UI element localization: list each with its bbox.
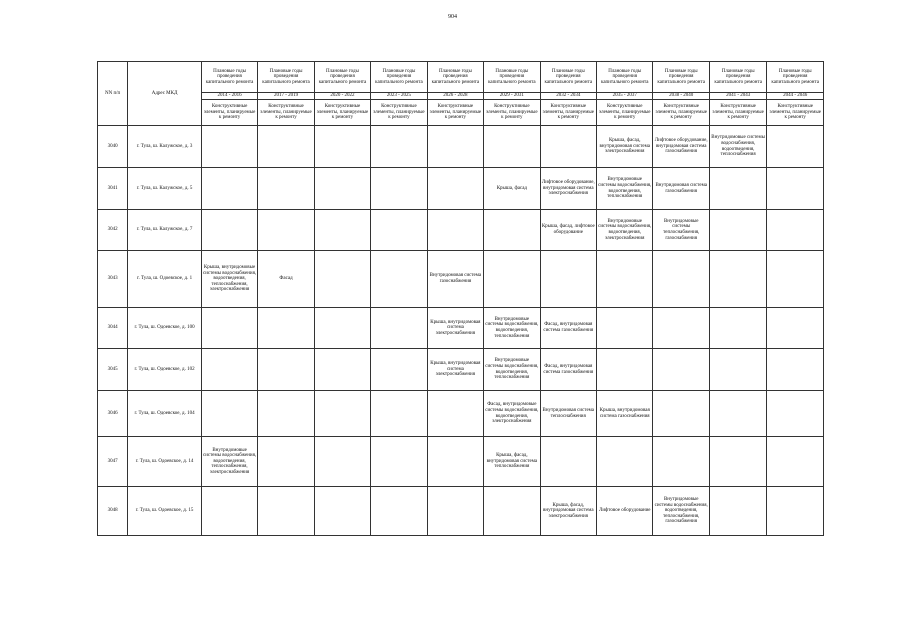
row-number: 3041: [98, 168, 128, 210]
column-header-address: Адрес МКД: [128, 62, 202, 126]
period-elements-label: Конструктивные элементы, планируемые к ремонту: [201, 100, 257, 126]
repair-cell: [709, 308, 766, 349]
repair-cell: [540, 126, 596, 168]
period-title: Плановые годы проведения капитального ремонта: [258, 62, 314, 93]
repair-cell: Лифтовое оборудование, внутридомовая система электроснабжения: [540, 168, 596, 210]
repair-cell: [371, 251, 427, 308]
row-address: г. Тула, ш. Одоевское, д. 15: [128, 487, 202, 536]
repair-cell: [767, 126, 824, 168]
column-header-num: NN п/п: [98, 62, 128, 126]
repair-cell: Внутридомовые системы водоснабжения, водоотведения, теплоснабжения: [484, 349, 540, 391]
row-address: г. Тула, ш. Одоевское, д. 100: [128, 308, 202, 349]
repair-cell: [201, 391, 257, 437]
repair-cell: [258, 487, 314, 536]
repair-cell: [201, 126, 257, 168]
repair-cell: Внутридомовые системы водоснабжения, водоотведения, теплоснабжения: [709, 126, 766, 168]
row-address: г. Тула, ш. Калужское, д. 5: [128, 168, 202, 210]
repair-cell: [258, 391, 314, 437]
repair-cell: [371, 437, 427, 487]
repair-cell: [767, 391, 824, 437]
row-number: 3045: [98, 349, 128, 391]
repair-cell: Лифтовое оборудование: [597, 487, 653, 536]
period-title: Плановые годы проведения капитального ремонта: [314, 62, 370, 93]
repair-cell: [597, 251, 653, 308]
row-number: 3046: [98, 391, 128, 437]
period-title: Плановые годы проведения капитального ремонта: [201, 62, 257, 93]
repair-cell: Крыша, внутридомовая система газоснабжения: [597, 391, 653, 437]
repair-cell: [314, 126, 370, 168]
repair-cell: [371, 168, 427, 210]
repair-cell: [427, 437, 483, 487]
repair-cell: Внутридомовые системы водоснабжения, водоотведения, теплоснабжения, газоснабжения: [653, 487, 709, 536]
row-number: 3044: [98, 308, 128, 349]
repair-cell: [597, 437, 653, 487]
repair-cell: Внутридомовые системы теплоснабжения, газоснабжения: [653, 210, 709, 251]
repair-cell: Внутридомовые системы водоснабжения, водоотведения, теплоснабжения: [597, 168, 653, 210]
period-title: Плановые годы проведения капитального ремонта: [767, 62, 824, 93]
table-row: [98, 126, 824, 168]
period-elements-label: Конструктивные элементы, планируемые к ремонту: [767, 100, 824, 126]
period-years: 2014 - 2016: [201, 93, 257, 100]
table-row: [98, 437, 824, 487]
repair-cell: Крыша, фасад: [484, 168, 540, 210]
period-years: 2035 - 2037: [597, 93, 653, 100]
period-elements-label: Конструктивные элементы, планируемые к ремонту: [484, 100, 540, 126]
row-address: г. Тула, ш. Калужское, д. 3: [128, 126, 202, 168]
row-number: 3047: [98, 437, 128, 487]
repair-cell: [709, 349, 766, 391]
table-row: [98, 251, 824, 308]
repair-cell: [484, 126, 540, 168]
repair-cell: [709, 391, 766, 437]
row-address: г. Тула, ш. Одоевское, д. 14: [128, 437, 202, 487]
repair-cell: [767, 349, 824, 391]
row-number: 3042: [98, 210, 128, 251]
repair-cell: Фасад, внутридомовая система газоснабжения: [540, 349, 596, 391]
repair-cell: Лифтовое оборудование, внутридомовая система газоснабжения: [653, 126, 709, 168]
repair-cell: [484, 210, 540, 251]
repair-cell: [653, 251, 709, 308]
repair-cell: [314, 308, 370, 349]
repair-cell: [709, 487, 766, 536]
repair-cell: [653, 437, 709, 487]
row-number: 3040: [98, 126, 128, 168]
period-elements-label: Конструктивные элементы, планируемые к ремонту: [653, 100, 709, 126]
row-address: г. Тула, ш. Одоевское, д. 102: [128, 349, 202, 391]
repair-cell: Фасад, внутридомовая система газоснабжения: [540, 308, 596, 349]
repair-cell: [258, 437, 314, 487]
repair-cell: [314, 251, 370, 308]
period-elements-label: Конструктивные элементы, планируемые к ремонту: [258, 100, 314, 126]
repair-cell: [427, 168, 483, 210]
repair-cell: [258, 308, 314, 349]
table-row: [98, 168, 824, 210]
row-address: г. Тула, ш. Одоевское, д. 1: [128, 251, 202, 308]
repair-cell: [201, 487, 257, 536]
repair-schedule-table: [97, 61, 824, 536]
repair-cell: [597, 308, 653, 349]
period-title: Плановые годы проведения капитального ремонта: [597, 62, 653, 93]
repair-cell: [371, 349, 427, 391]
repair-cell: Фасад, внутридомовые системы водоснабжения, водоотведения, электроснабжения: [484, 391, 540, 437]
row-address: г. Тула, ш. Одоевское, д. 104: [128, 391, 202, 437]
repair-cell: [653, 308, 709, 349]
repair-cell: [371, 487, 427, 536]
repair-cell: [767, 251, 824, 308]
repair-cell: [427, 126, 483, 168]
period-elements-label: Конструктивные элементы, планируемые к ремонту: [597, 100, 653, 126]
table-row: [98, 487, 824, 536]
repair-cell: [201, 210, 257, 251]
period-years: 2023 - 2025: [371, 93, 427, 100]
repair-cell: [653, 391, 709, 437]
repair-cell: Крыша, внутридомовая система электроснабжения: [427, 308, 483, 349]
period-title: Плановые годы проведения капитального ремонта: [709, 62, 766, 93]
period-years: 2017 - 2019: [258, 93, 314, 100]
repair-cell: [201, 308, 257, 349]
table-header: [98, 62, 824, 126]
repair-cell: [709, 168, 766, 210]
period-years: 2041 - 2043: [709, 93, 766, 100]
repair-cell: Крыша, внутридомовые системы водоснабжения, водоотведения, теплоснабжения, электроснабжения: [201, 251, 257, 308]
repair-cell: [201, 349, 257, 391]
period-years: 2020 - 2022: [314, 93, 370, 100]
repair-cell: [314, 437, 370, 487]
repair-cell: [314, 349, 370, 391]
repair-cell: [314, 487, 370, 536]
repair-cell: Внутридомовая система газоснабжения: [427, 251, 483, 308]
repair-cell: [427, 487, 483, 536]
repair-cell: [484, 251, 540, 308]
period-elements-label: Конструктивные элементы, планируемые к ремонту: [427, 100, 483, 126]
repair-cell: Крыша, внутридомовая система электроснабжения: [427, 349, 483, 391]
repair-cell: [371, 210, 427, 251]
period-elements-label: Конструктивные элементы, планируемые к ремонту: [540, 100, 596, 126]
repair-cell: Крыша, фасад, лифтовое оборудование: [540, 210, 596, 251]
table-body: [98, 126, 824, 536]
repair-cell: [314, 210, 370, 251]
period-title: Плановые годы проведения капитального ремонта: [540, 62, 596, 93]
period-years: 2026 - 2028: [427, 93, 483, 100]
period-years: 2038 - 2040: [653, 93, 709, 100]
repair-cell: [258, 349, 314, 391]
repair-cell: [540, 437, 596, 487]
repair-cell: Внутридомовая система теплоснабжения: [540, 391, 596, 437]
table-row: [98, 391, 824, 437]
table-row: [98, 349, 824, 391]
repair-cell: [371, 308, 427, 349]
period-years: 2044 - 2046: [767, 93, 824, 100]
period-elements-label: Конструктивные элементы, планируемые к ремонту: [709, 100, 766, 126]
page-number: 904: [448, 14, 457, 20]
repair-cell: [709, 210, 766, 251]
row-number: 3048: [98, 487, 128, 536]
repair-cell: [709, 437, 766, 487]
period-elements-label: Конструктивные элементы, планируемые к ремонту: [371, 100, 427, 126]
repair-cell: [427, 391, 483, 437]
row-address: г. Тула, ш. Калужское, д. 7: [128, 210, 202, 251]
repair-cell: Крыша, фасад, внутридомовая система электроснабжения: [540, 487, 596, 536]
repair-cell: [767, 437, 824, 487]
repair-cell: [258, 168, 314, 210]
period-elements-label: Конструктивные элементы, планируемые к ремонту: [314, 100, 370, 126]
period-title: Плановые годы проведения капитального ремонта: [653, 62, 709, 93]
repair-cell: [258, 210, 314, 251]
table-row: [98, 308, 824, 349]
repair-cell: [597, 349, 653, 391]
repair-cell: [314, 391, 370, 437]
repair-cell: [314, 168, 370, 210]
repair-cell: [767, 210, 824, 251]
repair-cell: [258, 126, 314, 168]
period-title: Плановые годы проведения капитального ремонта: [427, 62, 483, 93]
period-years: 2032 - 2034: [540, 93, 596, 100]
repair-cell: Крыша, фасад, внутридомовая система электроснабжения: [597, 126, 653, 168]
repair-cell: Внутридомовые системы водоснабжения, водоотведения, теплоснабжения: [484, 308, 540, 349]
period-title: Плановые годы проведения капитального ремонта: [371, 62, 427, 93]
repair-cell: [371, 126, 427, 168]
period-years: 2029 - 2031: [484, 93, 540, 100]
repair-cell: [767, 168, 824, 210]
repair-cell: [709, 251, 766, 308]
repair-cell: [767, 308, 824, 349]
repair-cell: [371, 391, 427, 437]
repair-cell: [427, 210, 483, 251]
row-number: 3043: [98, 251, 128, 308]
repair-cell: [653, 349, 709, 391]
repair-cell: Внутридомовые системы водоснабжения, водоотведения, электроснабжения: [597, 210, 653, 251]
repair-cell: [767, 487, 824, 536]
repair-cell: Крыша, фасад, внутридомовая система теплоснабжения: [484, 437, 540, 487]
repair-cell: Внутридомовая система газоснабжения: [653, 168, 709, 210]
table-row: [98, 210, 824, 251]
repair-cell: [484, 487, 540, 536]
repair-cell: [201, 168, 257, 210]
repair-cell: Фасад: [258, 251, 314, 308]
repair-cell: [540, 251, 596, 308]
repair-cell: Внутридомовые системы водоснабжения, водоотведения, теплоснабжения, электроснабжения: [201, 437, 257, 487]
period-title: Плановые годы проведения капитального ремонта: [484, 62, 540, 93]
